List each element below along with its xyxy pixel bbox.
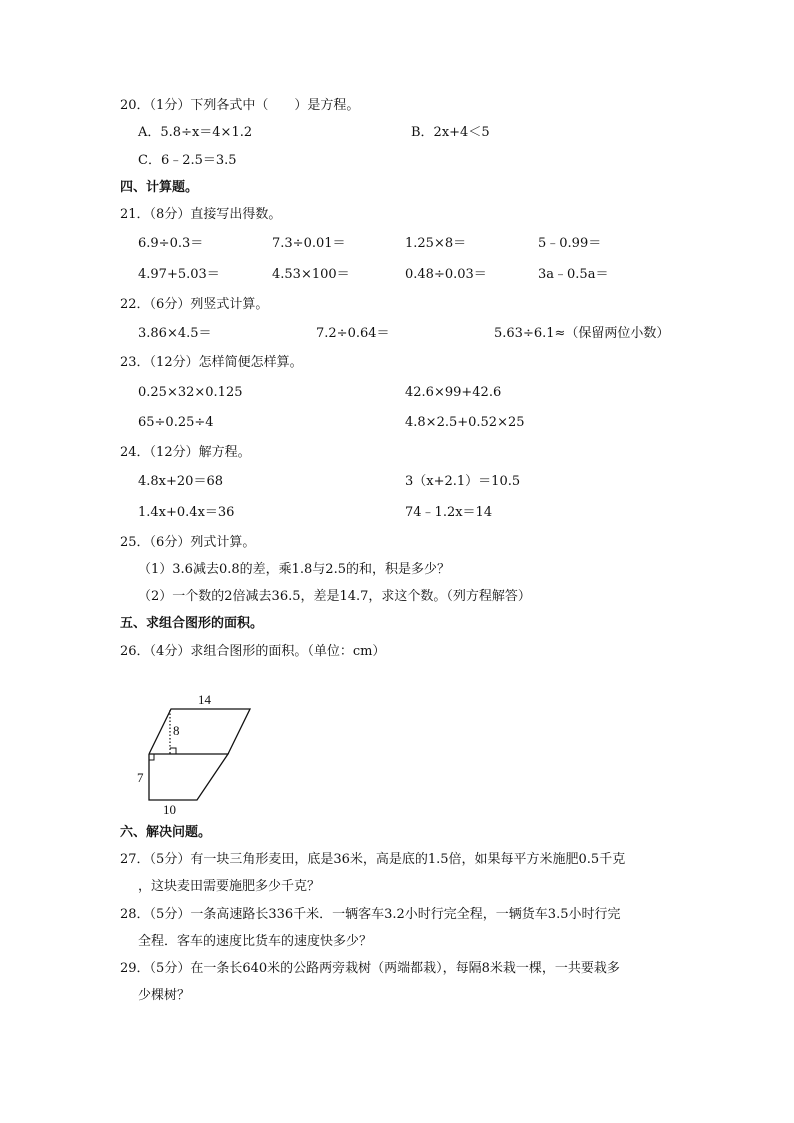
label-height: 8 — [173, 723, 180, 738]
q22-item: 3.86×4.5＝ — [138, 326, 212, 341]
q20-stem: 20．（1分）下列各式中（ ）是方程。 — [120, 98, 360, 113]
q29-line-2: 少棵树？ — [138, 988, 191, 1003]
q21-stem: 21．（8分）直接写出得数。 — [120, 207, 282, 222]
composite-figure — [132, 690, 272, 820]
q24-item: 1.4x+0.4x＝36 — [138, 505, 235, 520]
q22-item: 7.2÷0.64＝ — [316, 326, 390, 341]
q25-sub-2: （2）一个数的2倍减去36.5，差是14.7，求这个数。（列方程解答） — [138, 589, 531, 604]
q27-line-2: ，这块麦田需要施肥多少千克？ — [138, 879, 321, 894]
q24-item: 74﹣1.2x＝14 — [405, 505, 493, 520]
q29-line-1: 29．（5分）在一条长640米的公路两旁栽树（两端都栽），每隔8米栽一棵，一共要栽多 — [120, 961, 620, 976]
q20-option-c: C．6﹣2.5＝3.5 — [138, 153, 237, 168]
q23-item: 42.6×99+42.6 — [405, 385, 502, 400]
label-bottom: 10 — [163, 802, 176, 817]
q21-item: 5﹣0.99＝ — [538, 236, 602, 251]
q22-stem: 22．（6分）列竖式计算。 — [120, 297, 269, 312]
right-angle-mark — [149, 754, 154, 760]
q20-option-a: A．5.8÷x＝4×1.2 — [138, 125, 253, 140]
q23-item: 0.25×32×0.125 — [138, 385, 243, 400]
q23-item: 65÷0.25÷4 — [138, 415, 214, 430]
q24-item: 3（x+2.1）＝10.5 — [405, 474, 521, 489]
q22-item: 5.63÷6.1≈（保留两位小数） — [494, 326, 670, 341]
q28-line-1: 28．（5分）一条高速路长336千米．一辆客车3.2小时行完全程，一辆货车3.5小时行完 — [120, 907, 621, 922]
q21-item: 4.97+5.03＝ — [138, 267, 220, 282]
section-5-heading: 五、求组合图形的面积。 — [120, 616, 264, 631]
q28-line-2: 全程．客车的速度比货车的速度快多少？ — [138, 934, 373, 949]
q27-line-1: 27．（5分）有一块三角形麦田，底是36米，高是底的1.5倍，如果每平方米施肥0.5千克 — [120, 852, 626, 867]
q21-item: 4.53×100＝ — [272, 267, 350, 282]
q25-sub-1: （1）3.6减去0.8的差，乘1.8与2.5的和，积是多少？ — [138, 562, 450, 577]
trapezoid-outline — [149, 754, 228, 800]
q20-option-b: B．2x+4＜5 — [411, 125, 490, 140]
q21-item: 1.25×8＝ — [405, 236, 467, 251]
q24-item: 4.8x+20＝68 — [138, 474, 223, 489]
q23-stem: 23．（12分）怎样简便怎样算。 — [120, 355, 303, 370]
parallelogram-outline — [149, 709, 250, 754]
right-angle-mark — [170, 748, 176, 754]
q24-stem: 24．（12分）解方程。 — [120, 445, 251, 460]
q21-item: 6.9÷0.3＝ — [138, 236, 204, 251]
label-side: 7 — [137, 770, 144, 785]
section-4-heading: 四、计算题。 — [120, 180, 199, 195]
section-6-heading: 六、解决问题。 — [120, 825, 212, 840]
label-top: 14 — [198, 692, 211, 707]
q23-item: 4.8×2.5+0.52×25 — [405, 415, 525, 430]
q21-item: 7.3÷0.01＝ — [272, 236, 346, 251]
q21-item: 0.48÷0.03＝ — [405, 267, 487, 282]
q26-stem: 26．（4分）求组合图形的面积。（单位：cm） — [120, 644, 386, 659]
q25-stem: 25．（6分）列式计算。 — [120, 535, 256, 550]
q21-item: 3a﹣0.5a＝ — [538, 267, 609, 282]
